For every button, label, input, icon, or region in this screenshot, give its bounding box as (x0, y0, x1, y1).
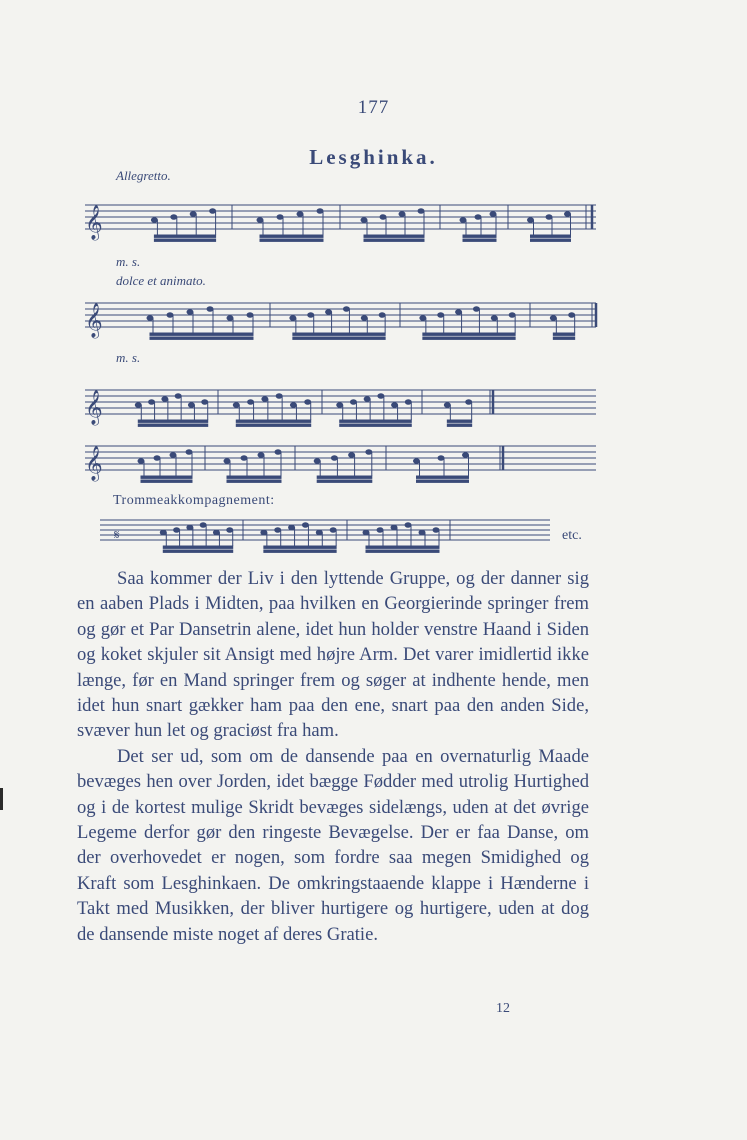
beam (317, 476, 372, 478)
beam (340, 420, 412, 422)
note-head (399, 212, 405, 217)
note-head (331, 456, 337, 461)
note-head (187, 525, 193, 530)
note-head (275, 528, 281, 533)
note-head (326, 310, 332, 315)
beam (553, 333, 574, 335)
beam (138, 420, 207, 422)
note-head (290, 403, 296, 408)
note-head (290, 316, 296, 321)
beam (260, 235, 323, 237)
note-head (277, 215, 283, 220)
note-head (190, 212, 196, 217)
note-head (289, 525, 295, 530)
beam (423, 333, 515, 335)
music-score (0, 0, 747, 560)
beam (227, 476, 281, 478)
note-head (364, 397, 370, 402)
note-head (167, 313, 173, 318)
note-head (257, 218, 263, 223)
note-head (405, 400, 411, 405)
note-head (160, 530, 166, 535)
note-head (509, 313, 515, 318)
beam (293, 333, 385, 335)
drum-staff (100, 520, 550, 540)
ms-marking-1: m. s. (116, 254, 141, 269)
beam (553, 337, 574, 339)
beam (150, 333, 253, 335)
note-head (546, 215, 552, 220)
note-head (224, 459, 230, 464)
note-head (227, 316, 233, 321)
body-text (77, 566, 589, 947)
note-head (233, 403, 239, 408)
note-head (363, 530, 369, 535)
staff-system-3 (85, 390, 596, 414)
beam (366, 546, 439, 548)
signature-mark: 12 (496, 1001, 510, 1016)
paragraph-2: Det ser ud, som om de dansende paa en overnaturlig Maade bevæges hen over Jorden, idet bægge Fødder med utrolig Hurtighed og i de kortest mulige Skridt bevæges sidelængs, uden at det øvrige Legeme derfor gør den ringeste Bevægelse. Der er faa Danse, om der overhovedet er nogen, som fordre saa megen Smidighed og Kraft som Lesghinkaen. De omkringstaaende klappe i Hænderne i Takt med Musikken, der bliver hurtigere og hurtigere, uden at dog de dansende miste noget af deres Gratie. (77, 745, 589, 945)
beam (417, 476, 469, 478)
note-head (210, 209, 216, 214)
note-head (361, 316, 367, 321)
note-head (200, 523, 206, 528)
beam (340, 424, 412, 426)
note-head (438, 456, 444, 461)
note-head (207, 307, 213, 312)
note-head (528, 218, 534, 223)
expression-marking: dolce et animato. (116, 273, 206, 288)
treble-clef-icon: 𝄞 (85, 446, 103, 481)
note-head (248, 400, 254, 405)
beam (293, 337, 385, 339)
note-head (420, 316, 426, 321)
note-head (135, 403, 141, 408)
note-head (377, 528, 383, 533)
note-head (444, 403, 450, 408)
page-number: 177 (357, 97, 390, 118)
paragraph-1: Saa kommer der Liv i den lyttende Gruppe, og der danner sig en aaben Plads i Midten, paa hvilken en Georgierinde springer frem og gør et Par Dansetrin alene, idet hun holder venstre Haand i Siden og koket skjuler sit Ansigt med højre Arm. Det varer imidlertid ikke længe, før en Mand springer frem og søger at indhente hende, men idet hun snart gækker ham paa den ene, snart paa den anden Side, svæver hun let og graciøst fra ham. (77, 568, 589, 742)
tempo-marking: Allegretto. (116, 168, 171, 183)
beam (264, 550, 336, 552)
note-head (460, 218, 466, 223)
beam (141, 480, 192, 482)
note-head (569, 313, 575, 318)
note-head (297, 212, 303, 217)
treble-clef-icon: 𝄞 (85, 303, 103, 338)
note-head (379, 313, 385, 318)
beam (447, 420, 471, 422)
beam (366, 550, 439, 552)
note-head (149, 400, 155, 405)
note-head (378, 394, 384, 399)
note-head (343, 307, 349, 312)
staff-system-4 (85, 446, 596, 470)
note-head (491, 316, 497, 321)
beam (264, 546, 336, 548)
beam (154, 235, 215, 237)
note-head (188, 403, 194, 408)
beam (417, 480, 469, 482)
note-head (433, 528, 439, 533)
beam (236, 424, 310, 426)
treble-clef-icon: 𝄞 (85, 205, 103, 240)
note-head (473, 307, 479, 312)
note-head (361, 218, 367, 223)
beam (163, 546, 232, 548)
note-head (414, 459, 420, 464)
ms-marking-2: m. s. (116, 350, 141, 365)
beam (531, 239, 571, 241)
note-head (337, 403, 343, 408)
note-head (456, 310, 462, 315)
note-head (565, 212, 571, 217)
note-head (258, 453, 264, 458)
note-head (171, 215, 177, 220)
note-head (213, 530, 219, 535)
beam (227, 480, 281, 482)
note-head (186, 450, 192, 455)
note-head (405, 523, 411, 528)
note-head (302, 523, 308, 528)
note-head (308, 313, 314, 318)
note-head (154, 456, 160, 461)
note-head (276, 394, 282, 399)
note-head (175, 394, 181, 399)
note-head (418, 209, 424, 214)
beam (260, 239, 323, 241)
note-head (138, 459, 144, 464)
beam (236, 420, 310, 422)
note-head (241, 456, 247, 461)
note-head (550, 316, 556, 321)
note-head (330, 528, 336, 533)
etc-label: etc. (562, 528, 582, 543)
note-head (170, 453, 176, 458)
note-head (174, 528, 180, 533)
beam (317, 480, 372, 482)
note-head (227, 528, 233, 533)
beam (150, 337, 253, 339)
note-head (314, 459, 320, 464)
note-head (275, 450, 281, 455)
note-head (391, 525, 397, 530)
note-head (463, 453, 469, 458)
beam (423, 337, 515, 339)
note-head (438, 313, 444, 318)
note-head (247, 313, 253, 318)
note-head (262, 397, 268, 402)
note-head (162, 397, 168, 402)
note-head (261, 530, 267, 535)
beam (364, 239, 424, 241)
note-head (419, 530, 425, 535)
note-head (350, 400, 356, 405)
beam (138, 424, 207, 426)
note-head (349, 453, 355, 458)
note-head (366, 450, 372, 455)
time-signature: 𝄋 (114, 527, 120, 542)
beam (463, 239, 496, 241)
note-head (305, 400, 311, 405)
note-head (147, 316, 153, 321)
beam (141, 476, 192, 478)
beam (154, 239, 215, 241)
note-head (392, 403, 398, 408)
note-head (380, 215, 386, 220)
note-head (475, 215, 481, 220)
drum-accompaniment-label: Trommeakkompagnement: (113, 493, 275, 508)
staff-system-2 (85, 303, 596, 327)
note-head (316, 530, 322, 535)
piece-title: Lesghinka. (309, 145, 438, 169)
note-head (466, 400, 472, 405)
note-head (151, 218, 157, 223)
beam (463, 235, 496, 237)
note-head (317, 209, 323, 214)
note-head (187, 310, 193, 315)
treble-clef-icon: 𝄞 (85, 390, 103, 425)
beam (531, 235, 571, 237)
edge-mark (0, 788, 3, 810)
beam (447, 424, 471, 426)
beam (163, 550, 232, 552)
note-head (490, 212, 496, 217)
beam (364, 235, 424, 237)
note-head (202, 400, 208, 405)
